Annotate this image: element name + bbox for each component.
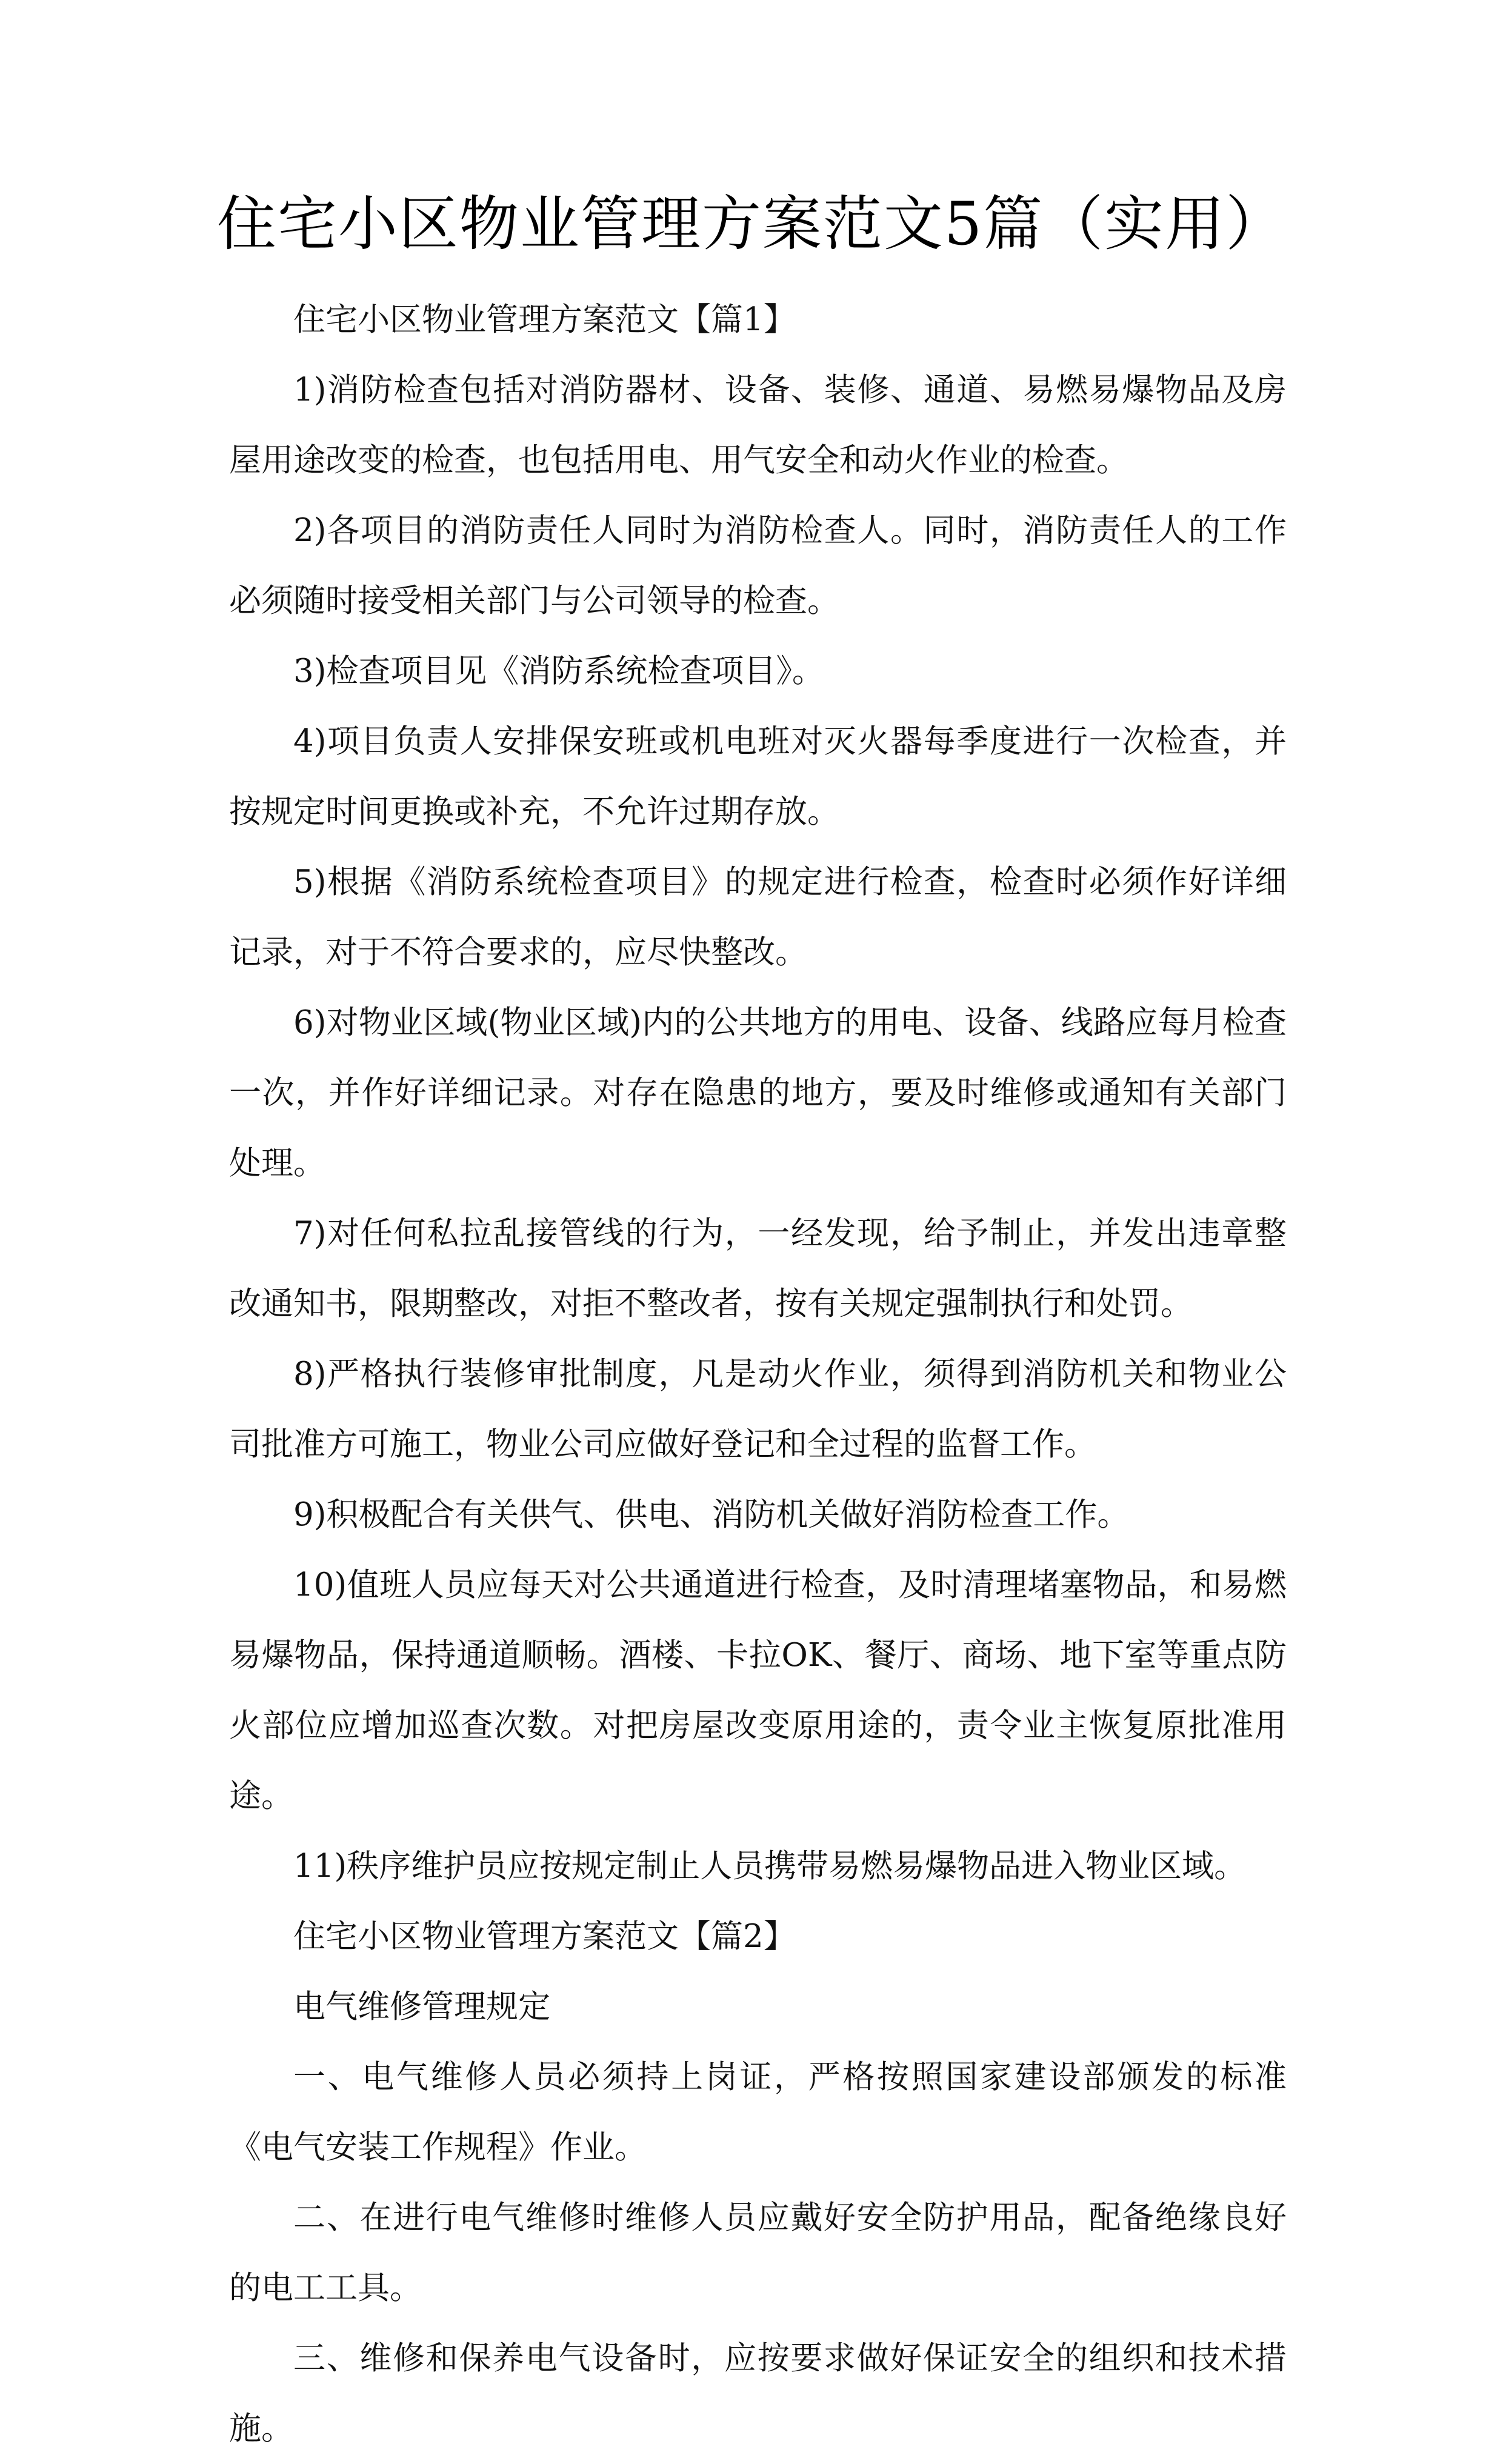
section-1-paragraph: 6)对物业区域(物业区域)内的公共地方的用电、设备、线路应每月检查一次，并作好详细记录。对存在隐患的地方，要及时维修或通知有关部门处理。 — [229, 1004, 1287, 1182]
section-1-heading: 住宅小区物业管理方案范文【篇1】 — [293, 301, 796, 338]
section-1-paragraph: 10)值班人员应每天对公共通道进行检查，及时清理堵塞物品，和易燃易爆物品，保持通道顺畅。酒楼、卡拉OK、餐厅、商场、地下室等重点防火部位应增加巡查次数。对把房屋改变原用途的，责令业主恢复原批准用途。 — [229, 1567, 1287, 1814]
document-title: 住宅小区物业管理方案范文5篇（实用） — [216, 190, 1287, 259]
section-2-paragraph: 一、电气维修人员必须持上岗证，严格按照国家建设部颁发的标准《电气安装工作规程》作业。 — [229, 2059, 1287, 2166]
section-2-paragraph: 三、维修和保养电气设备时，应按要求做好保证安全的组织和技术措施。 — [229, 2340, 1287, 2447]
section-1-paragraph: 1)消防检查包括对消防器材、设备、装修、通道、易燃易爆物品及房屋用途改变的检查，也包括用电、用气安全和动火作业的检查。 — [229, 371, 1287, 479]
section-2-heading: 住宅小区物业管理方案范文【篇2】 — [293, 1918, 796, 1955]
section-1-paragraph: 8)严格执行装修审批制度，凡是动火作业，须得到消防机关和物业公司批准方可施工，物业公司应做好登记和全过程的监督工作。 — [229, 1356, 1287, 1463]
document-body — [229, 285, 1287, 2464]
section-2-subheading: 电气维修管理规定 — [293, 1988, 550, 2025]
section-1-paragraph: 2)各项目的消防责任人同时为消防检查人。同时，消防责任人的工作必须随时接受相关部门与公司领导的检查。 — [229, 512, 1287, 619]
section-1-paragraph: 11)秩序维护员应按规定制止人员携带易燃易爆物品进入物业区域。 — [293, 1848, 1247, 1885]
section-1-paragraph: 3)检查项目见《消防系统检查项目》。 — [293, 653, 824, 690]
section-1-paragraph: 5)根据《消防系统检查项目》的规定进行检查，检查时必须作好详细记录，对于不符合要求的，应尽快整改。 — [229, 864, 1287, 971]
section-1-paragraph: 7)对任何私拉乱接管线的行为，一经发现，给予制止，并发出违章整改通知书，限期整改，对拒不整改者，按有关规定强制执行和处罚。 — [229, 1215, 1287, 1322]
section-1-paragraph: 4)项目负责人安排保安班或机电班对灭火器每季度进行一次检查，并按规定时间更换或补充，不允许过期存放。 — [229, 723, 1287, 830]
section-2-paragraph: 二、在进行电气维修时维修人员应戴好安全防护用品，配备绝缘良好的电工工具。 — [229, 2199, 1287, 2306]
section-1-paragraph: 9)积极配合有关供气、供电、消防机关做好消防检查工作。 — [293, 1496, 1130, 1533]
